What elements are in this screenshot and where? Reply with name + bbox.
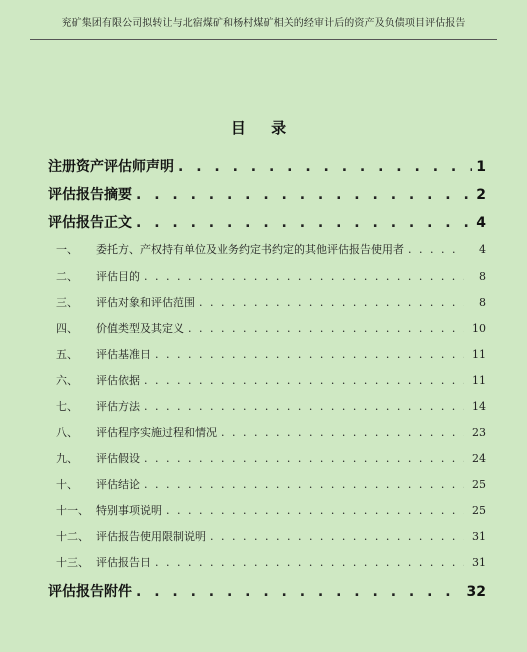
toc-subentry[interactable] (56, 320, 486, 335)
toc-subentry-number: 九、 (56, 452, 78, 465)
toc-subentry[interactable] (56, 268, 486, 283)
toc-page-number: 8 (479, 296, 486, 309)
toc-page-number: 24 (472, 452, 486, 465)
toc-subentry-label: 评估对象和评估范围 (96, 296, 195, 309)
toc-entry-label: 注册资产评估师声明 (48, 159, 174, 175)
toc-page-number: 11 (472, 374, 486, 387)
toc-page-number: 2 (476, 187, 486, 203)
toc-leader-dots (136, 187, 472, 203)
toc-subentry-number: 十三、 (56, 556, 89, 569)
toc-subentry-label: 价值类型及其定义 (96, 322, 184, 335)
toc-subentry-label: 特别事项说明 (96, 504, 162, 517)
toc-subentry[interactable] (56, 554, 486, 569)
toc-leader-dots (144, 270, 464, 283)
toc-subentry-label: 评估假设 (96, 452, 140, 465)
toc-subentry[interactable] (56, 398, 486, 413)
toc-subentry[interactable] (56, 424, 486, 439)
toc-leader-dots (199, 296, 464, 309)
toc-subentry[interactable] (56, 476, 486, 491)
toc-entry-label: 评估报告摘要 (48, 187, 132, 203)
toc-subentry-number: 四、 (56, 322, 78, 335)
toc-subentry-number: 一、 (56, 243, 78, 256)
toc-leader-dots (144, 374, 464, 387)
toc-subentry-number: 五、 (56, 348, 78, 361)
toc-subentry[interactable] (56, 502, 486, 517)
toc-page-number: 25 (472, 504, 486, 517)
toc-entry-label: 评估报告附件 (48, 584, 132, 600)
toc-subentry-number: 八、 (56, 426, 78, 439)
toc-subentry[interactable] (56, 346, 486, 361)
header-divider (30, 39, 497, 40)
toc-page-number: 10 (472, 322, 486, 335)
toc-entry-main-text[interactable] (48, 212, 486, 230)
toc-entry-summary[interactable] (48, 184, 486, 202)
toc-subentry-label: 评估基准日 (96, 348, 151, 361)
toc-subentry-label: 委托方、产权持有单位及业务约定书约定的其他评估报告使用者 (96, 243, 404, 256)
toc-subentry[interactable] (56, 528, 486, 543)
toc-page-number: 23 (472, 426, 486, 439)
toc-subentry-label: 评估结论 (96, 478, 140, 491)
toc-leader-dots (178, 159, 472, 175)
toc-leader-dots (144, 400, 464, 413)
toc-subentry-number: 十二、 (56, 530, 89, 543)
toc-page-number: 4 (476, 215, 486, 231)
toc-subentry[interactable] (56, 450, 486, 465)
toc-leader-dots (408, 243, 464, 256)
toc-leader-dots (155, 348, 464, 361)
toc-leader-dots (136, 584, 463, 600)
toc-page-number: 32 (466, 584, 486, 600)
toc-subentry-number: 六、 (56, 374, 78, 387)
toc-subentry[interactable] (56, 241, 486, 256)
toc-subentry-label: 评估程序实施过程和情况 (96, 426, 217, 439)
toc-leader-dots (144, 452, 464, 465)
toc-page-number: 8 (479, 270, 486, 283)
toc-page-number: 31 (472, 530, 486, 543)
toc-subentry-label: 评估报告使用限制说明 (96, 530, 206, 543)
toc-leader-dots (155, 556, 464, 569)
toc-subentry-label: 评估依据 (96, 374, 140, 387)
toc-subentry[interactable] (56, 294, 486, 309)
toc-subentry-number: 三、 (56, 296, 78, 309)
toc-page-number: 11 (472, 348, 486, 361)
toc-subentry[interactable] (56, 372, 486, 387)
toc-leader-dots (136, 215, 472, 231)
toc-leader-dots (188, 322, 464, 335)
toc-leader-dots (221, 426, 464, 439)
toc-title: 目 录 (230, 119, 297, 137)
toc-subentry-number: 十、 (56, 478, 78, 491)
toc-subentry-number: 七、 (56, 400, 78, 413)
toc-subentry-number: 十一、 (56, 504, 89, 517)
toc-entry-appendix[interactable] (48, 581, 486, 599)
toc-subentry-label: 评估目的 (96, 270, 140, 283)
page-header: 兖矿集团有限公司拟转让与北宿煤矿和杨村煤矿相关的经审计后的资产及负债项目评估报告 (61, 18, 466, 29)
toc-entry-statement[interactable] (48, 156, 486, 174)
toc-leader-dots (210, 530, 464, 543)
toc-page-number: 25 (472, 478, 486, 491)
toc-subentry-label: 评估报告日 (96, 556, 151, 569)
toc-leader-dots (166, 504, 464, 517)
toc-page-number: 14 (472, 400, 486, 413)
toc-entry-label: 评估报告正文 (48, 215, 132, 231)
toc-subentry-label: 评估方法 (96, 400, 140, 413)
toc-page-number: 1 (476, 159, 486, 175)
toc-leader-dots (144, 478, 464, 491)
toc-page-number: 31 (472, 556, 486, 569)
toc-subentry-number: 二、 (56, 270, 78, 283)
toc-page-number: 4 (479, 243, 486, 256)
